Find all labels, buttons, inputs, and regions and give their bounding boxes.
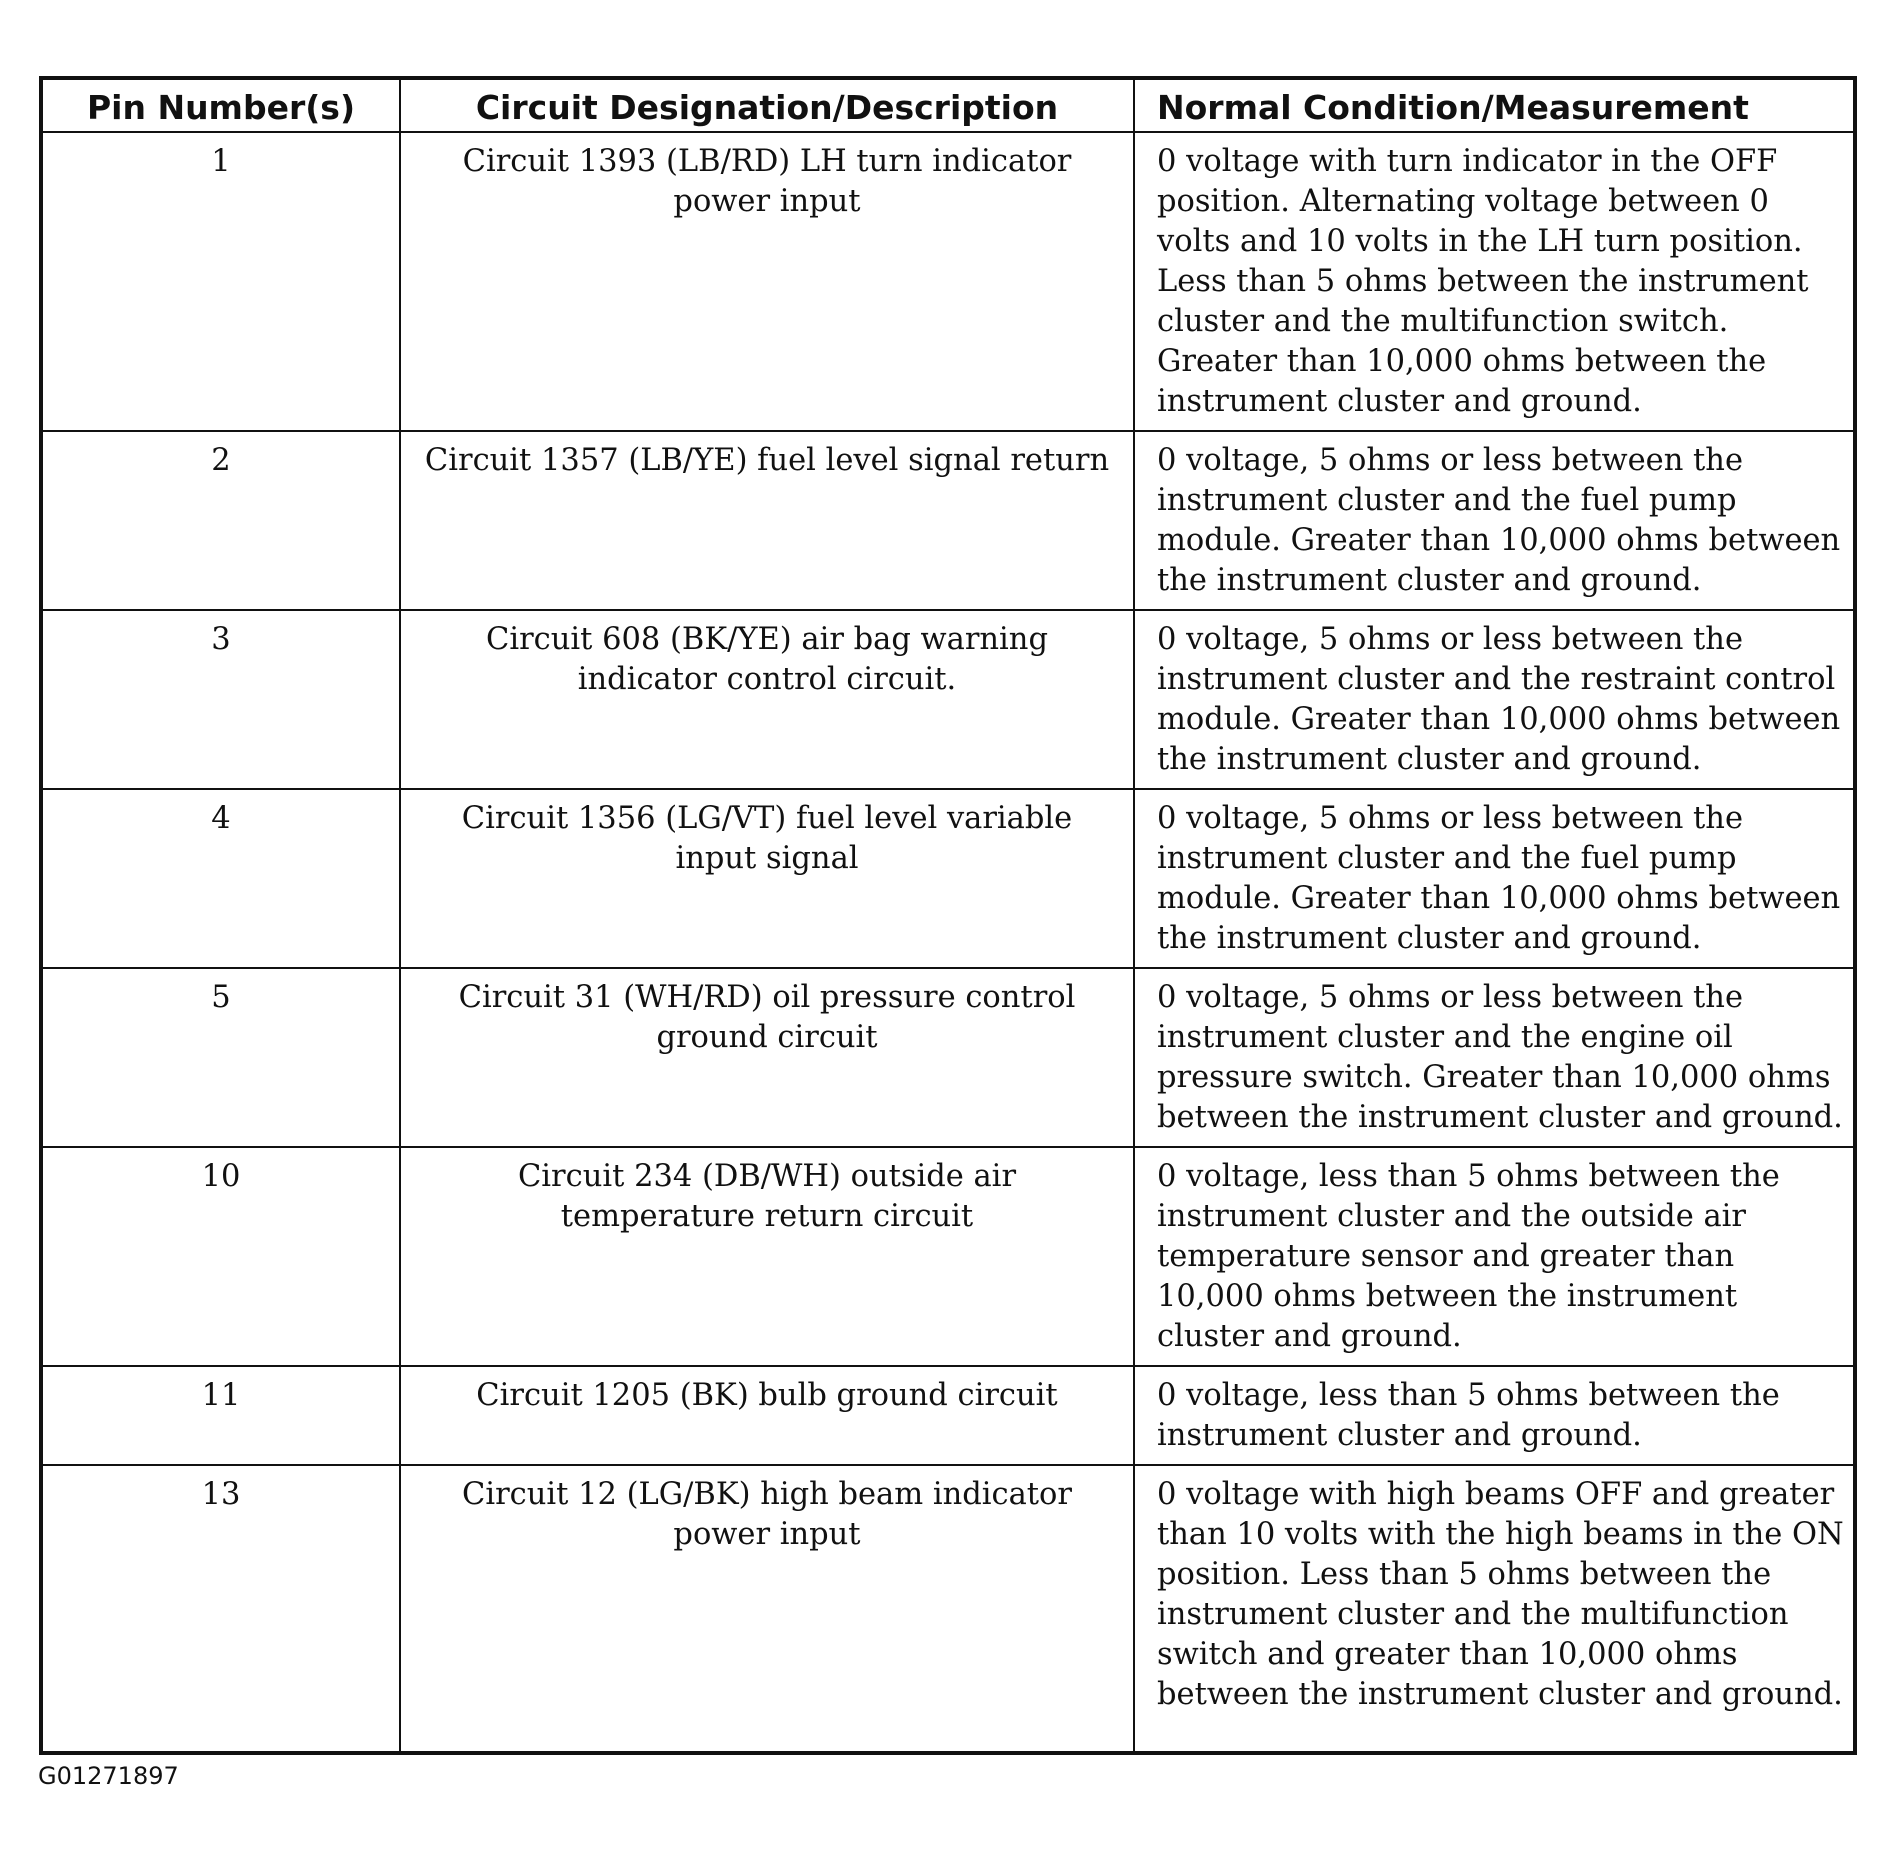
table-row — [41, 610, 1855, 789]
pin-number: 13 — [41, 1465, 400, 1753]
table-row — [41, 789, 1855, 968]
header-pin: Pin Number(s) — [41, 78, 400, 132]
table-row — [41, 1465, 1855, 1753]
pin-number: 10 — [41, 1147, 400, 1366]
normal-condition: 0 voltage, less than 5 ohms between the instrument cluster and ground. — [1134, 1366, 1855, 1465]
normal-condition: 0 voltage with high beams OFF and greater than 10 volts with the high beams in the ON position. Less than 5 ohms between the instrument cluster and the multifunction switch and greater than 10,000 ohms between the instrument cluster and ground. — [1134, 1465, 1855, 1753]
header-row — [41, 78, 1855, 132]
table-row — [41, 132, 1855, 431]
pin-number: 11 — [41, 1366, 400, 1465]
circuit-description: Circuit 1357 (LB/YE) fuel level signal return — [400, 431, 1134, 610]
normal-condition: 0 voltage, 5 ohms or less between the instrument cluster and the fuel pump module. Greater than 10,000 ohms between the instrument cluster and ground. — [1134, 431, 1855, 610]
circuit-description: Circuit 1356 (LG/VT) fuel level variable input signal — [400, 789, 1134, 968]
circuit-description: Circuit 1393 (LB/RD) LH turn indicator power input — [400, 132, 1134, 431]
circuit-description: Circuit 234 (DB/WH) outside air temperature return circuit — [400, 1147, 1134, 1366]
table-row — [41, 968, 1855, 1147]
header-description: Circuit Designation/Description — [400, 78, 1134, 132]
table-row — [41, 1147, 1855, 1366]
circuit-description: Circuit 12 (LG/BK) high beam indicator power input — [400, 1465, 1134, 1753]
pin-number: 1 — [41, 132, 400, 431]
table-row — [41, 1366, 1855, 1465]
circuit-description: Circuit 31 (WH/RD) oil pressure control ground circuit — [400, 968, 1134, 1147]
pin-number: 3 — [41, 610, 400, 789]
pin-number: 4 — [41, 789, 400, 968]
normal-condition: 0 voltage, less than 5 ohms between the instrument cluster and the outside air temperature sensor and greater than 10,000 ohms between the instrument cluster and ground. — [1134, 1147, 1855, 1366]
normal-condition: 0 voltage, 5 ohms or less between the instrument cluster and the fuel pump module. Greater than 10,000 ohms between the instrument cluster and ground. — [1134, 789, 1855, 968]
pin-number: 2 — [41, 431, 400, 610]
figure-id: G01271897 — [38, 1762, 179, 1790]
normal-condition: 0 voltage, 5 ohms or less between the instrument cluster and the engine oil pressure switch. Greater than 10,000 ohms between the instrument cluster and ground. — [1134, 968, 1855, 1147]
normal-condition: 0 voltage, 5 ohms or less between the instrument cluster and the restraint control module. Greater than 10,000 ohms between the instrument cluster and ground. — [1134, 610, 1855, 789]
normal-condition: 0 voltage with turn indicator in the OFF position. Alternating voltage between 0 volts and 10 volts in the LH turn position. Less than 5 ohms between the instrument cluster and the multifunction switch. Greater than 10,000 ohms between the instrument cluster and ground. — [1134, 132, 1855, 431]
table-row — [41, 431, 1855, 610]
pin-number: 5 — [41, 968, 400, 1147]
pin-table — [39, 76, 1857, 1755]
circuit-description: Circuit 608 (BK/YE) air bag warning indicator control circuit. — [400, 610, 1134, 789]
circuit-description: Circuit 1205 (BK) bulb ground circuit — [400, 1366, 1134, 1465]
header-condition: Normal Condition/Measurement — [1134, 78, 1855, 132]
